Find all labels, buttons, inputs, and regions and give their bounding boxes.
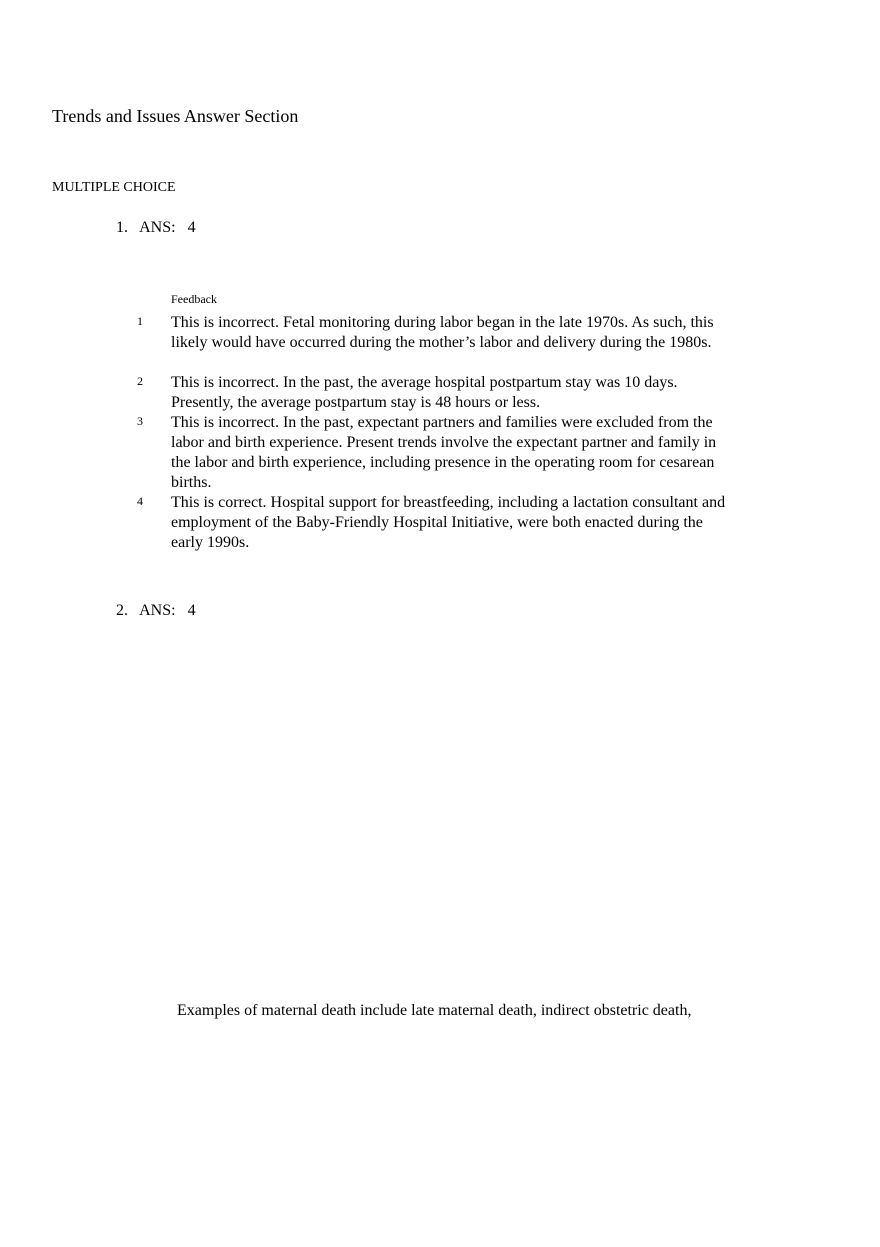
option-feedback-3: This is incorrect. In the past, expectant partners and families were excluded from the labor and birth experience. Present trends involve the expectant partner and family in the labor and birth experience, including presence in the operating room for cesarean births. — [171, 414, 717, 491]
section-label: MULTIPLE CHOICE — [52, 180, 176, 195]
rationale-text: Examples of maternal death include late maternal death, indirect obstetric death, — [177, 1002, 692, 1019]
question-2-answer: 2. ANS: 4 — [116, 602, 196, 619]
document-title: Trends and Issues Answer Section — [52, 106, 299, 126]
option-number-2: 2 — [137, 374, 143, 388]
option-number-4: 4 — [137, 494, 143, 508]
feedback-heading: Feedback — [171, 292, 217, 306]
question-1-answer: 1. ANS: 4 — [116, 219, 196, 236]
option-feedback-1: This is incorrect. Fetal monitoring during labor began in the late 1970s. As such, this likely would have occurred during the mother’s labor and delivery during the 1980s. — [171, 314, 714, 351]
option-feedback-2: This is incorrect. In the past, the average hospital postpartum stay was 10 days. Presently, the average postpartum stay is 48 hours or less. — [171, 374, 678, 411]
option-feedback-4: This is correct. Hospital support for breastfeeding, including a lactation consultant and employment of the Baby-Friendly Hospital Initiative, were both enacted during the early 1990s. — [171, 494, 726, 551]
option-number-1: 1 — [137, 314, 143, 328]
option-number-3: 3 — [137, 414, 143, 428]
